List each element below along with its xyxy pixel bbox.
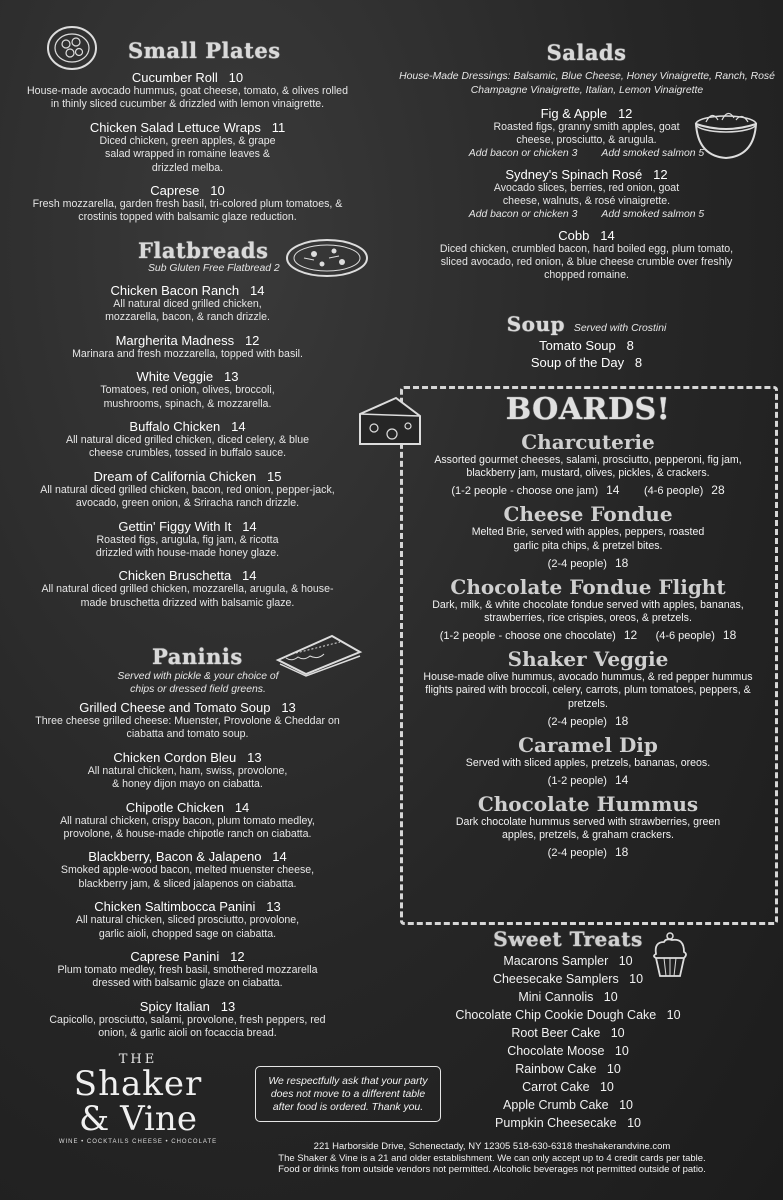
salad-addons [390, 209, 783, 220]
sweet-item [418, 1114, 718, 1132]
board-desc: Dark chocolate hummus served with strawberries, green apples, pretzels, & graham crackers. [455, 816, 721, 842]
menu-item [0, 899, 375, 941]
board-opt: (1-2 people) [547, 775, 607, 788]
item-desc: Roasted figs, granny smith apples, goat cheese, prosciutto, & arugula. [493, 121, 680, 147]
item-price: 12 [617, 106, 633, 121]
table-notice: We respectfully ask that your party does not move to a different table after food is ordered. Thank you. [255, 1066, 441, 1122]
item-price: 10 [606, 1062, 621, 1076]
salads-title: Salads [546, 40, 627, 65]
item-price: 14 [242, 518, 257, 534]
item-name: Chipotle Chicken [125, 799, 224, 815]
board-name: Cheese Fondue [503, 502, 673, 527]
item-price: 14 [250, 283, 265, 298]
item-price: 13 [281, 700, 296, 715]
sandwich-icon [272, 630, 364, 678]
sweet-item [418, 1006, 718, 1024]
item-price: 10 [603, 990, 618, 1004]
item-name: Mini Cannolis [518, 990, 594, 1004]
board-price-row [404, 556, 772, 570]
boards-section [404, 392, 772, 859]
menu-item [0, 999, 375, 1041]
item-price: 10 [228, 70, 244, 85]
item-price: 12 [653, 166, 668, 182]
item-name: Chocolate Moose [507, 1044, 605, 1058]
item-name: Cheesecake Samplers [492, 972, 619, 986]
footer [252, 1141, 732, 1176]
board-desc: House-made olive hummus, avocado hummus, & red pepper hummus flights paired with broccoli, celery, carrots, plum tomatoes, peppers, & pretzels. [423, 671, 753, 710]
item-desc: Three cheese grilled cheese: Muenster, Provolone & Cheddar on ciabatta and tomato soup. [35, 715, 340, 741]
footer-policy-2: Food or drinks from outside vendors not permitted. Alcoholic beverages not permitted outside of patio. [278, 1164, 706, 1176]
item-desc: All natural diced grilled chicken, diced celery, & blue cheese crumbles, tossed in buffalo sauce. [66, 434, 309, 460]
flatbreads-header [0, 236, 375, 286]
item-desc: All natural chicken, crispy bacon, plum tomato medley, provolone, & house-made chipotle ranch on ciabatta. [60, 814, 315, 841]
item-name: Chicken Salad Lettuce Wraps [89, 119, 261, 135]
item-name: Rainbow Cake [515, 1062, 597, 1076]
board-item [404, 647, 772, 728]
menu-item [0, 849, 375, 891]
flatbreads-list [0, 283, 375, 618]
item-name: White Veggie [136, 369, 214, 385]
item-name: Caprese [150, 183, 200, 199]
board-price-row [404, 483, 772, 497]
flatbreads-title: Flatbreads [138, 238, 269, 263]
item-name: Blackberry, Bacon & Jalapeno [88, 849, 262, 865]
paninis-list [0, 700, 375, 1049]
board-opt: (2-4 people) [547, 557, 607, 570]
small-plates-header [40, 24, 380, 74]
item-desc: Fresh mozzarella, garden fresh basil, tri-colored plum tomatoes, & crostinis topped with balsamic glaze reduction. [32, 198, 343, 224]
paninis-header [0, 630, 375, 698]
menu-item [0, 333, 375, 361]
logo-line-shaker: Shaker [73, 1064, 203, 1104]
item-name: Macarons Sampler [503, 954, 609, 968]
item-desc: Avocado slices, berries, red onion, goat cheese, walnuts, & rosé vinaigrette. [493, 181, 680, 208]
item-name: Carrot Cake [522, 1080, 590, 1094]
menu-item [0, 283, 375, 325]
soup-title: Soup [506, 312, 565, 336]
menu-item [0, 369, 375, 411]
plate-icon [46, 24, 98, 72]
board-price-row [404, 845, 772, 859]
item-price: 10 [666, 1008, 681, 1022]
board-name: Caramel Dip [518, 732, 658, 757]
item-desc: Marinara and fresh mozzarella, topped with basil. [72, 347, 303, 360]
board-item [404, 733, 772, 787]
paninis-title: Paninis [152, 644, 243, 669]
board-name: Charcuterie [521, 430, 655, 454]
item-desc: Smoked apple-wood bacon, melted muenster cheese, blackberry jam, & sliced jalapenos on ciabatta. [60, 864, 315, 890]
board-opt: (1-2 people - choose one jam) [451, 485, 599, 498]
item-name: Soup of the Day [530, 355, 625, 370]
menu-item [0, 800, 375, 842]
board-price: 14 [614, 773, 629, 788]
board-price-row [404, 773, 772, 787]
item-price: 10 [614, 1044, 629, 1058]
addon-salmon: Add smoked salmon 5 [601, 147, 705, 159]
board-name: Chocolate Hummus [477, 792, 699, 817]
item-name: Spicy Italian [139, 998, 210, 1014]
logo [48, 1052, 228, 1172]
board-opt: (1-2 people - choose one chocolate) [439, 630, 616, 643]
cupcake-icon [650, 930, 690, 980]
item-desc: Roasted figs, arugula, fig jam, & ricotta drizzled with house-made honey glaze. [95, 533, 280, 560]
item-price: 10 [619, 1098, 633, 1112]
item-name: Grilled Cheese and Tomato Soup [79, 700, 271, 715]
item-name: Chicken Cordon Bleu [113, 749, 237, 765]
board-desc: Assorted gourmet cheeses, salami, prosciutto, pepperoni, fig jam, blackberry jam, mustard, olives, pickles, & crackers. [434, 454, 742, 480]
sweet-item [418, 1024, 718, 1042]
board-price: 12 [623, 628, 638, 643]
item-price: 14 [242, 568, 257, 584]
menu-item [390, 167, 783, 220]
item-desc: Capicollo, prosciutto, salami, provolone, fresh peppers, red onion, & garlic aioli on focaccia bread. [49, 1013, 326, 1040]
item-name: Pumpkin Cheesecake [495, 1116, 617, 1130]
item-desc: Plum tomato medley, fresh basil, smothered mozzarella dressed with balsamic glaze on ciabatta. [57, 964, 318, 990]
item-name: Tomato Soup [539, 338, 616, 353]
item-price: 13 [223, 369, 239, 385]
paninis-note: Served with pickle & your choice of chips or dressed field greens. [117, 671, 279, 695]
item-price: 13 [266, 899, 281, 915]
item-desc: All natural diced grilled chicken, mozzarella, bacon, & ranch drizzle. [105, 298, 270, 324]
menu-item [0, 750, 375, 792]
item-name: Margherita Madness [115, 332, 235, 348]
item-name: Apple Crumb Cake [503, 1098, 609, 1112]
board-price: 28 [711, 483, 725, 498]
item-name: Chicken Saltimbocca Panini [94, 899, 256, 915]
soup-note: Served with Crostini [573, 323, 667, 334]
addon-salmon: Add smoked salmon 5 [601, 208, 705, 220]
menu-item [0, 70, 375, 112]
item-price: 8 [626, 338, 634, 353]
board-item [404, 575, 772, 642]
item-price: 11 [271, 119, 286, 135]
item-name: Sydney's Spinach Rosé [505, 166, 643, 182]
board-price: 18 [614, 555, 629, 570]
sweet-item [418, 1060, 718, 1078]
item-desc: All natural chicken, sliced prosciutto, provolone, garlic aioli, chopped sage on ciabatta. [75, 914, 300, 940]
logo-line-the: THE [118, 1052, 158, 1067]
item-price: 15 [266, 468, 282, 484]
sweet-item [418, 988, 718, 1006]
item-name: Cobb [558, 227, 590, 243]
item-price: 10 [627, 1116, 641, 1130]
item-name: Dream of California Chicken [93, 468, 257, 484]
item-price: 10 [210, 183, 225, 199]
item-price: 8 [634, 355, 643, 370]
addon-bacon: Add bacon or chicken 3 [468, 147, 578, 159]
board-item [404, 792, 772, 859]
item-name: Fig & Apple [540, 106, 608, 121]
item-name: Chicken Bacon Ranch [110, 283, 240, 298]
item-price: 10 [618, 954, 633, 968]
item-price: 10 [599, 1080, 614, 1094]
item-price: 14 [234, 799, 250, 815]
board-opt: (2-4 people) [547, 847, 607, 860]
board-price: 18 [614, 713, 629, 728]
board-name: Shaker Veggie [507, 647, 669, 672]
item-desc: All natural chicken, ham, swiss, provolone, & honey dijon mayo on ciabatta. [87, 764, 288, 791]
item-name: Buffalo Chicken [129, 419, 221, 435]
salads-dressings: House-Made Dressings: Balsamic, Blue Cheese, Honey Vinaigrette, Ranch, Rosé Champagne Vinaigrette, Italian, Lemon Vinaigrette [399, 71, 775, 96]
logo-tagline: WINE • COCKTAILS CHEESE • CHOCOLATE [58, 1139, 218, 1145]
board-desc: Dark, milk, & white chocolate fondue served with apples, bananas, strawberries, rice crispies, oreos, & pretzels. [432, 598, 744, 625]
item-price: 12 [230, 949, 245, 965]
board-item [404, 430, 772, 497]
small-plates-title: Small Plates [128, 38, 281, 63]
menu-item [0, 419, 375, 461]
item-price: 10 [610, 1026, 625, 1040]
item-desc: House-made avocado hummus, goat cheese, tomato, & olives rolled in thinly sliced cucumber & drizzled with lemon vinaigrette. [27, 85, 348, 111]
board-opt: (4-6 people) [643, 485, 704, 498]
item-desc: All natural diced grilled chicken, bacon, red onion, pepper-jack, avocado, green onion, & Sriracha ranch drizzle. [40, 483, 335, 510]
boards-title: BOARDS! [505, 392, 671, 427]
soup-section [390, 312, 783, 370]
board-item [404, 502, 772, 569]
menu-item [0, 183, 375, 225]
menu-item [0, 519, 375, 561]
item-desc: Diced chicken, green apples, & grape salad wrapped in romaine leaves & drizzled melba. [99, 134, 276, 174]
item-price: 12 [244, 332, 260, 348]
small-plates-list [0, 70, 375, 233]
item-price: 14 [600, 227, 615, 243]
menu-item [0, 700, 375, 742]
item-price: 14 [231, 419, 246, 435]
board-price: 18 [614, 845, 629, 860]
board-opt: (2-4 people) [547, 715, 607, 728]
footer-policy: The Shaker & Vine is a 21 and older establishment. We can only accept up to 4 credit cards per table. [278, 1152, 706, 1164]
item-name: Caprese Panini [130, 949, 220, 965]
sweet-item [418, 1078, 718, 1096]
sweet-item [418, 1042, 718, 1060]
item-name: Root Beer Cake [511, 1026, 601, 1040]
sweet-item [418, 1096, 718, 1114]
board-name: Chocolate Fondue Flight [450, 574, 726, 599]
item-desc: Diced chicken, crumbled bacon, hard boiled egg, plum tomato, sliced avocado, red onion, & blue cheese crumble over freshly chopped romaine. [439, 242, 734, 282]
salad-bowl-icon [692, 104, 760, 160]
board-desc: Served with sliced apples, pretzels, bananas, oreos. [465, 756, 711, 769]
item-desc: All natural diced grilled chicken, mozzarella, arugula, & house-made bruschetta drizzed with balsamic glaze. [41, 583, 334, 609]
menu-item [0, 469, 375, 511]
board-opt: (4-6 people) [655, 630, 715, 643]
item-price: 10 [629, 972, 644, 986]
sweets-title: Sweet Treats [493, 927, 643, 951]
item-name: Chocolate Chip Cookie Dough Cake [455, 1008, 657, 1022]
flatbreads-note: Sub Gluten Free Flatbread 2 [148, 263, 280, 274]
board-price: 14 [606, 483, 620, 498]
board-desc: Melted Brie, served with apples, peppers, roasted garlic pita chips, & pretzel bites. [471, 526, 705, 552]
item-name: Gettin' Figgy With It [118, 518, 232, 534]
menu-item [0, 949, 375, 991]
item-price: 14 [272, 849, 287, 865]
addon-bacon: Add bacon or chicken 3 [468, 208, 578, 220]
logo-line-vine: & Vine [79, 1099, 197, 1139]
item-name: Cucumber Roll [131, 70, 218, 85]
menu-item [0, 568, 375, 610]
menu-item [390, 228, 783, 283]
menu-item [0, 120, 375, 175]
board-price-row [404, 628, 772, 642]
item-name: Chicken Bruschetta [118, 568, 232, 584]
footer-address: 221 Harborside Drive, Schenectady, NY 12305 518-630-6318 theshakerandvine.com [313, 1141, 671, 1152]
board-price: 18 [722, 628, 737, 643]
board-price-row [404, 714, 772, 728]
item-price: 13 [220, 998, 236, 1014]
item-price: 13 [247, 749, 262, 765]
item-desc: Tomatoes, red onion, olives, broccoli, mushrooms, spinach, & mozzarella. [100, 384, 275, 410]
flatbread-icon [284, 236, 370, 280]
